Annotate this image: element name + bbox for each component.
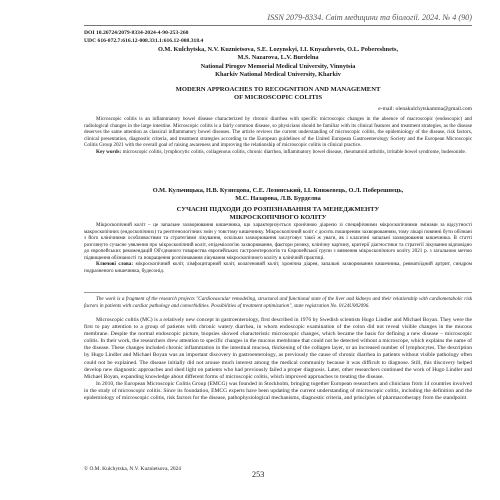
abstract-text: Microscopic colitis is an inflammatory bowel disease characterized by chronic diarrhea with specific microscopic changes in the absence of macroscopic (endoscopic) and radiological changes in the large intestine. Microscopic colitis is a fairly common disease, so physicians should be familiar with its clinical features and treatment strategies, as the disease deserves the same attention as classical inflammatory bowel diseases. The article reviews the current understanding of microscopic colitis, the epidemiology of the disease, risk factors, clinical presentation, diagnostic criteria, and treatment strategies according to the European guidelines of the United European Gastroenterology Society and the European Microscopic Colitis Group 2021 with the overall goal of raising awareness and improving the relationship of microscopic colitis in clinical practice. [84,116,472,149]
keywords-ua [84,261,472,274]
keywords-label: Key words: [96,148,122,155]
funding-note [84,296,472,309]
abstract-ua [84,222,472,274]
title-ua-line-1: СУЧАСНІ ПІДХОДИ ДО РОЗПІЗНАВАННЯ ТА МЕНЕДЖМЕНТУ [176,206,380,213]
title-line-2: OF MICROSCOPIC COLITIS [233,94,323,102]
section-divider [84,292,472,293]
header-rule [84,25,472,26]
article-title-ua [84,206,472,222]
title-ua-line-2: МІКРОСКОПІЧНОГО КОЛІТУ [229,214,327,222]
author-names-2: M.S. Nazarova, L.V. Burdelna [237,54,319,62]
article-title [84,86,472,102]
article-identifiers [84,29,203,45]
abstract-ua-text: Мікроскопічний коліт – це запальне захворювання кишечника, що характеризується хронічною діареєю зі специфічними мікроскопічними змінами за відсутності макроскопічних (ендоскопічних) та рентгенологічних змін у товстому кишечнику. Мікроскопічний коліт є досить поширеним захворюванням, тому лікарі повинні бути обізнані з його клінічними особливостями та стратегіями лікування, оскільки захворювання заслуговує такої ж уваги, як і класичні запальні захворювання кишечника. В статті розглянуто сучасне уявлення про мікроскопічний коліт, епідеміологію захворювання, фактори ризику, клінічну картину, критерії діагностики та стратегії лікування відповідно до європейських рекомендацій Об'єднаного товариства європейських гастроентерологів та Європейської групи з вивчення мікроскопічного коліту 2021 р. з загальною метою підвищення обізнаності та покращення розпізнавання лікування мікроскопічного коліту в клінічній практиці. [84,222,472,261]
udc-line: UDC 616-072.7:616.12-008.331.1:616.12-008.318.4 [84,38,204,44]
author-block-ua [84,187,472,204]
copyright-line: © O.M. Kulchytska, N.V. Kuznietsova, 2024 [84,466,181,472]
body-paragraph-2: In 2010, the European Microscopic Colitis Group (EMCG) was founded in Stockholm, bringing together European researchers and clinicians from 14 countries involved in the study of microscopic colitis. Since its foundation, EMCG experts have been updating the current understanding of microscopic colitis, including the definition and the epidemiology of microscopic colitis, risk factors for the disease, pathophysiological mechanisms, diagnostic criteria, and principles of pharmacotherapy from the standpoint [84,380,472,402]
journal-header: ISSN 2079-8334. Світ медицини та біології. 2024. № 4 (90) [267,13,472,22]
author-names-ua: О.М. Кульчицька, Н.В. Кузнєцова, С.Е. Лозинський, І.І. Княжевець, О.Л. Поберешнець, [152,187,404,194]
keywords-text: microscopic colitis, lymphocytic colitis, collagenous colitis, chronic diarrhea, inflammatory bowel disease, rheumatoid arthritis, irritable bowel syndrome, budesonide. [122,148,467,155]
author-names-ua-2: М.С. Назарова, Л.В. Бурделна [235,195,321,203]
affiliation-1: National Pirogov Memorial Medical University, Vinnytsia [200,62,356,70]
title-line-1: MODERN APPROACHES TO RECOGNITION AND MANAGEMENT [175,86,381,93]
affiliation-2: Kharkiv National Medical University, Kharkiv [215,70,341,78]
contact-email: e-mail: olenakulchytskamma@gmail.com [378,106,472,112]
funding-text: The work is a fragment of the research projects "Cardiovascular remodeling, structural and functional state of the liver and kidneys and their relationship with cardiometabolic risk factors in patients with cardiac pathology and comorbidities. Possibilities of treatment optimization", state registration No. 0124U002096. [84,296,472,309]
doi-line: DOI 10.26724/2079-8334-2024-4-90-253-260 [84,30,189,36]
page-number: 253 [252,470,265,479]
body-paragraph-1: Microscopic colitis (MC) is a relatively new concept in gastroenterology, first described in 1976 by Swedish scientists Hugo Lindler and Michael Boyan. They were the first to pay attention to a group of patients with chronic watery diarrhea, in whom endoscopic examination of the colon did not reveal visible changes in the mucous membrane. Despite the normal endoscopic picture, biopsies showed characteristic microscopic changes, which became the basis for defining a new disease – microscopic colitis. In their work, the researchers drew attention to specific changes in the mucous membrane that could not be detected without a microscope, which explains the name of the disease. These changes included chronic inflammation in the intestinal mucosa, thickening of the collagen layer, or an increased number of lymphocytes. The description by Hugo Lindler and Michael Boyan was an important discovery in gastroenterology, as previously the cause of chronic diarrhea in patients without visible pathology often could not be explained. The disease initially did not arouse much interest among the medical community because it was difficult to diagnose. Still, this discovery helped develop new diagnostic approaches and shed light on patients who had previously failed a proper diagnosis. Later, other researchers continued the work of Hugo Lindler and Michael Boyan, expanding knowledge about different forms of microscopic colitis, which improved approaches to treating the disease. [84,317,472,380]
abstract-en [84,116,472,155]
author-block [84,46,472,79]
keywords-ua-label: Ключові слова: [96,261,134,268]
article-body [84,317,472,402]
author-names: O.M. Kulchytska, N.V. Kuznietsova, S.E. Lozynskyi, I.I. Knyazhevets, O.L. Pobereshnets, [157,46,399,53]
keywords-en [84,149,472,156]
keywords-ua-text: мікроскопічний коліт, лімфоцитарний коліт, колагеновий коліт, хронічна діарея, запальні захворювання кишечника, ревматоїдний артрит, синдром подразненого кишечника, будесонід. [84,261,472,274]
